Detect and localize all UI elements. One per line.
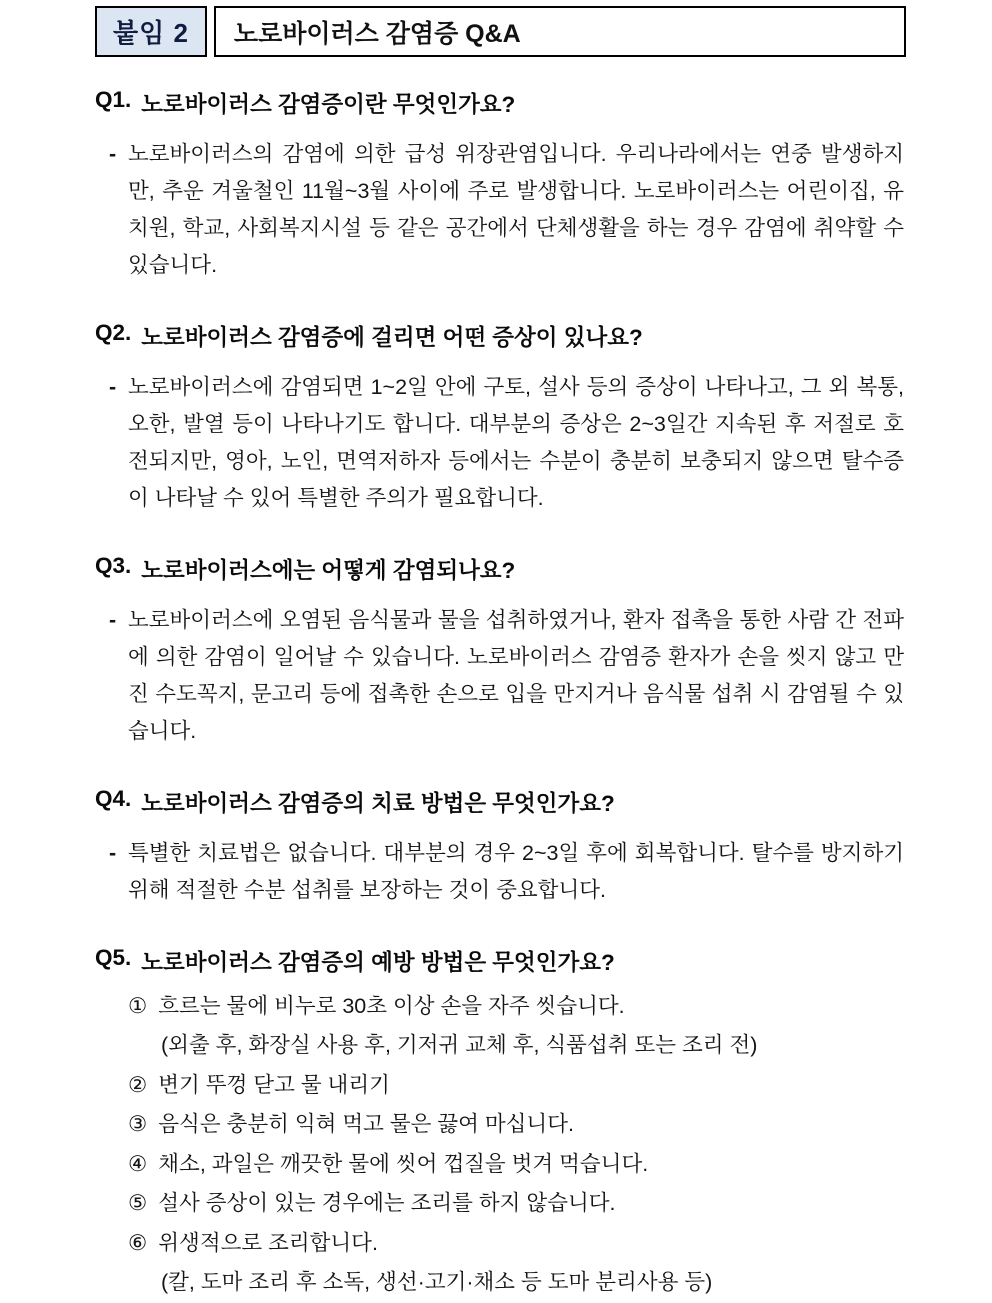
item-marker: ② — [128, 1072, 148, 1097]
item-marker: ④ — [128, 1151, 148, 1176]
qa-section-q5 — [95, 945, 906, 1303]
answer-dash: - — [109, 607, 117, 632]
item-text: 흐르는 물에 비누로 30초 이상 손을 자주 씻습니다. — [158, 993, 625, 1018]
qa-section-q4 — [95, 786, 906, 909]
qa-section-q1 — [95, 87, 906, 284]
question-number: Q2. — [95, 319, 132, 345]
answer-q2 — [109, 369, 906, 517]
item-text: 음식은 충분히 익혀 먹고 물은 끓여 마십니다. — [158, 1112, 574, 1137]
question-q3 — [95, 553, 906, 585]
question-number: Q3. — [95, 552, 132, 578]
answer-dash: - — [109, 840, 117, 865]
prevention-item-6 — [128, 1224, 906, 1264]
prevention-item-2 — [128, 1066, 906, 1106]
document-title-box — [214, 6, 906, 57]
question-text: 노로바이러스에는 어떻게 감염되나요? — [141, 557, 516, 583]
document-header — [95, 6, 906, 57]
prevention-item-4 — [128, 1145, 906, 1185]
qa-section-q2 — [95, 320, 906, 517]
qa-section-q3 — [95, 553, 906, 750]
prevention-item-3 — [128, 1105, 906, 1145]
question-q4 — [95, 786, 906, 818]
item-marker: ③ — [128, 1112, 148, 1137]
prevention-item-1-note: (외출 후, 화장실 사용 후, 기저귀 교체 후, 식품섭취 또는 조리 전) — [161, 1033, 758, 1058]
attachment-label: 붙임 2 — [113, 18, 189, 48]
question-text: 노로바이러스 감염증의 치료 방법은 무엇인가요? — [141, 790, 615, 816]
question-text: 노로바이러스 감염증에 걸리면 어떤 증상이 있나요? — [141, 324, 643, 350]
question-q2 — [95, 320, 906, 352]
prevention-item-6-note: (칼, 도마 조리 후 소독, 생선·고기·채소 등 도마 분리사용 등) — [161, 1270, 713, 1295]
answer-q1 — [109, 136, 906, 284]
item-marker: ① — [128, 993, 148, 1018]
question-text: 노로바이러스 감염증의 예방 방법은 무엇인가요? — [141, 949, 615, 975]
prevention-item-5 — [128, 1184, 906, 1224]
prevention-list — [95, 987, 906, 1303]
answer-q4 — [109, 835, 906, 909]
item-marker: ⑤ — [128, 1191, 148, 1216]
answer-text: 노로바이러스에 감염되면 1~2일 안에 구토, 설사 등의 증상이 나타나고, 그 외 복통, 오한, 발열 등이 나타나기도 합니다. 대부분의 증상은 2~3일간 지속된 후 저절로 호전되지만, 영아, 노인, 면역저하자 등에서는 수분이 충분히 보충되지 않으면 탈수증이 나타날 수 있어 특별한 주의가 필요합니다. — [128, 374, 904, 510]
answer-dash: - — [109, 142, 117, 166]
answer-dash: - — [109, 374, 117, 399]
answer-q3 — [109, 602, 906, 750]
question-q1 — [95, 87, 906, 119]
item-text: 위생적으로 조리합니다. — [158, 1230, 378, 1255]
document-title: 노로바이러스 감염증 Q&A — [233, 19, 521, 48]
question-number: Q4. — [95, 785, 132, 811]
item-marker: ⑥ — [128, 1230, 148, 1255]
answer-text: 특별한 치료법은 없습니다. 대부분의 경우 2~3일 후에 회복합니다. 탈수를 방지하기 위해 적절한 수분 섭취를 보장하는 것이 중요합니다. — [128, 840, 904, 902]
answer-text: 노로바이러스에 오염된 음식물과 물을 섭취하였거나, 환자 접촉을 통한 사람 간 전파에 의한 감염이 일어날 수 있습니다. 노로바이러스 감염증 환자가 손을 씻지 않고 만진 수도꼭지, 문고리 등에 접촉한 손으로 입을 만지거나 음식물 섭취 시 감염될 수 있습니다. — [128, 607, 904, 743]
item-text: 채소, 과일은 깨끗한 물에 씻어 껍질을 벗겨 먹습니다. — [158, 1151, 649, 1176]
question-number: Q1. — [95, 87, 132, 112]
item-text: 변기 뚜껑 닫고 물 내리기 — [158, 1072, 390, 1097]
prevention-item-1 — [128, 987, 906, 1027]
question-text: 노로바이러스 감염증이란 무엇인가요? — [141, 92, 516, 117]
answer-text: 노로바이러스의 감염에 의한 급성 위장관염입니다. 우리나라에서는 연중 발생하지만, 추운 겨울철인 11월~3월 사이에 주로 발생합니다. 노로바이러스는 어린이집, 유치원, 학교, 사회복지시설 등 같은 공간에서 단체생활을 하는 경우 감염에 취약할 수 있습니다. — [128, 142, 904, 277]
attachment-badge — [95, 6, 207, 57]
item-text: 설사 증상이 있는 경우에는 조리를 하지 않습니다. — [158, 1191, 616, 1216]
question-number: Q5. — [95, 944, 132, 970]
question-q5 — [95, 945, 906, 977]
